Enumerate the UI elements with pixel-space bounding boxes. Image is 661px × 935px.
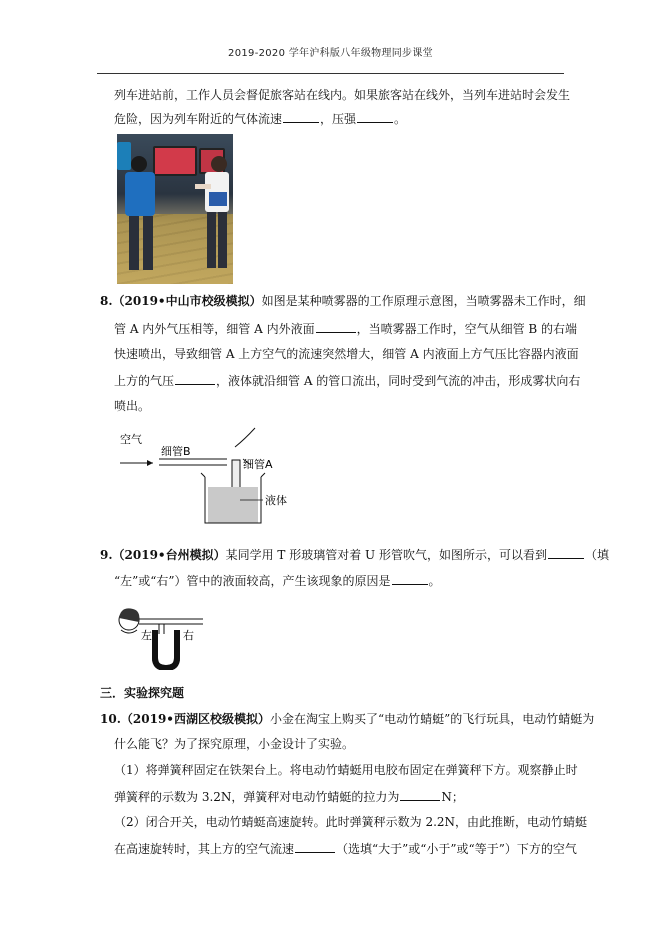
right-label: 右 bbox=[183, 629, 194, 642]
q10-line2: 什么能飞？为了探究原理，小金设计了实验。 bbox=[114, 737, 355, 751]
section-title: 三．实验探究题 bbox=[100, 686, 185, 700]
q10-line1 bbox=[100, 711, 595, 727]
answer-blank[interactable] bbox=[283, 110, 319, 123]
q10-text-a: 在高速旋转时，其上方的空气流速 bbox=[114, 842, 295, 856]
q10-text: 小金在淘宝上购买了“电动竹蜻蜓”的飞行玩具，电动竹蜻蜓为 bbox=[269, 712, 595, 726]
left-label: 左 bbox=[141, 629, 152, 642]
answer-blank[interactable] bbox=[316, 320, 356, 333]
q9-text-a: “左”或“右”）管中的液面较高，产生该现象的原因是 bbox=[114, 574, 391, 588]
q10-text-a: 弹簧秤的示数为 3.2N，弹簧秤对电动竹蜻蜓的拉力为 bbox=[114, 790, 400, 804]
q7-text-c: 。 bbox=[394, 112, 407, 126]
q10-line6 bbox=[114, 840, 577, 857]
answer-blank[interactable] bbox=[400, 788, 440, 801]
q9-text-b: （填 bbox=[585, 548, 610, 562]
answer-blank[interactable] bbox=[175, 372, 215, 385]
q9-text-b: 。 bbox=[428, 574, 441, 588]
question-source: （2019•西湖区校级模拟） bbox=[120, 712, 270, 726]
q7-line1: 列车进站前，工作人员会督促旅客站在线内。如果旅客站在线外，当列车进站时会发生 bbox=[114, 88, 571, 102]
q8-line2 bbox=[114, 320, 578, 337]
q8-text: 如图是某种喷雾器的工作原理示意图，当喷雾器未工作时，细 bbox=[261, 294, 586, 308]
question-number: 8. bbox=[100, 294, 113, 308]
q8-line3: 快速喷出，导致细管 A 上方空气的流速突然增大，细管 A 内液面上方气压比容器内液面 bbox=[114, 347, 579, 361]
q10-line3: （1）将弹簧秤固定在铁架台上。将电动竹蜻蜓用电胶布固定在弹簧秤下方。观察静止时 bbox=[114, 763, 578, 777]
q9-line2 bbox=[114, 572, 574, 589]
q10-text-b: N； bbox=[441, 790, 464, 804]
header-divider bbox=[97, 73, 564, 74]
q7-text-b: ，压强 bbox=[320, 112, 357, 126]
q8-text-b: ，液体就沿细管 A 的管口流出，同时受到气流的冲击，形成雾状向右 bbox=[216, 374, 581, 388]
q8-text-b: ，当喷雾器工作时，空气从细管 B 的右端 bbox=[356, 322, 578, 336]
q8-text-a: 上方的气压 bbox=[114, 374, 175, 388]
question-number: 9. bbox=[100, 548, 113, 562]
liquid-label: 液体 bbox=[265, 494, 287, 507]
q10-text-b: （选填“大于”或“小于”或“等于”）下方的空气 bbox=[336, 842, 577, 856]
q8-line1 bbox=[100, 293, 586, 309]
u-tube-diagram bbox=[115, 602, 210, 670]
page-header: 2019-2020 学年沪科版八年级物理同步课堂 bbox=[228, 48, 433, 59]
q8-text-a: 管 A 内外气压相等，细管 A 内外液面 bbox=[114, 322, 315, 336]
tube-a-label: 细管A bbox=[243, 458, 273, 471]
q10-line4 bbox=[114, 788, 574, 805]
tube-b-label: 细管B bbox=[161, 445, 191, 458]
question-source: （2019•台州模拟） bbox=[112, 548, 226, 562]
q7-line2 bbox=[114, 110, 574, 127]
answer-blank[interactable] bbox=[357, 110, 393, 123]
question-source: （2019•中山市校级模拟） bbox=[112, 294, 262, 308]
q9-line1 bbox=[100, 546, 610, 563]
station-photo bbox=[117, 134, 233, 284]
answer-blank[interactable] bbox=[295, 840, 335, 853]
q7-text-a: 危险，因为列车附近的气体流速 bbox=[114, 112, 283, 126]
answer-blank[interactable] bbox=[548, 546, 584, 559]
answer-blank[interactable] bbox=[392, 572, 428, 585]
q8-line5: 喷出。 bbox=[114, 399, 151, 413]
question-number: 10. bbox=[100, 712, 121, 726]
air-label: 空气 bbox=[120, 433, 142, 446]
q9-text-a: 某同学用 T 形玻璃管对着 U 形管吹气，如图所示，可以看到 bbox=[225, 548, 547, 562]
sprayer-diagram bbox=[115, 425, 305, 530]
q8-line4 bbox=[114, 372, 581, 389]
staff-figures bbox=[117, 134, 233, 284]
q10-line5: （2）闭合开关，电动竹蜻蜓高速旋转。此时弹簧秤示数为 2.2N，由此推断，电动竹蜻蜓 bbox=[114, 815, 588, 829]
